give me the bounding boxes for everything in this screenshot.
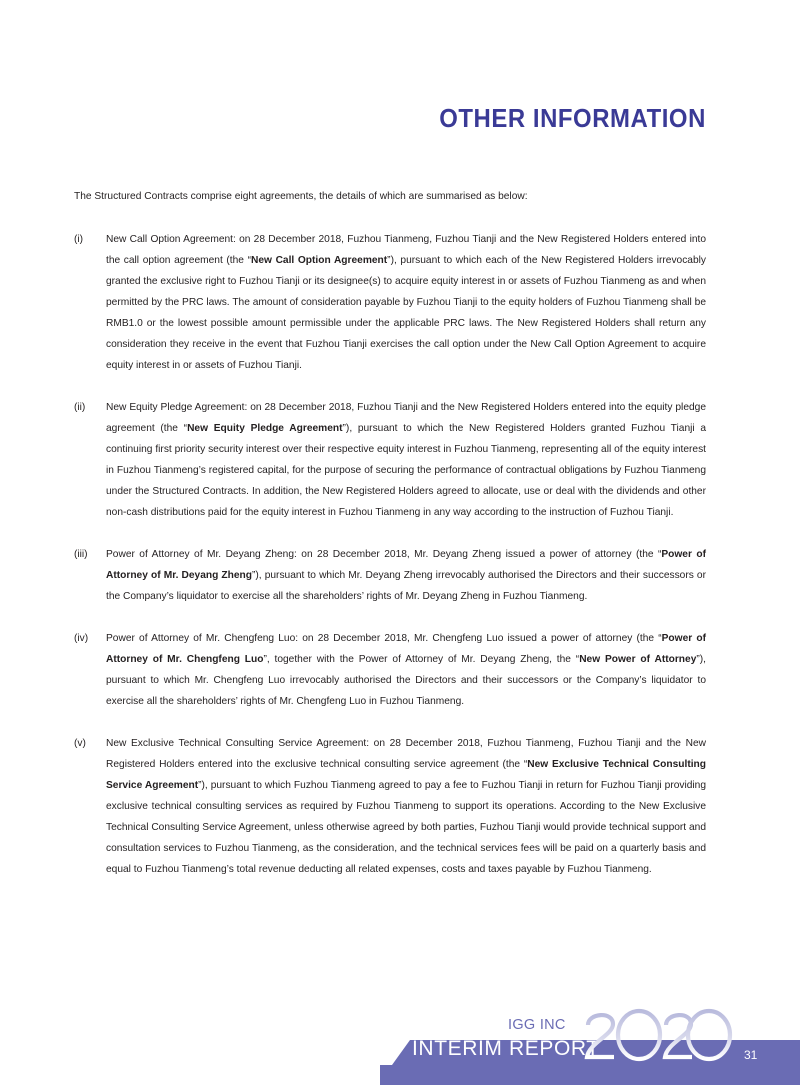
clause-text [106, 397, 706, 523]
footer-band-lower [380, 1065, 800, 1085]
clause-marker: (v) [74, 738, 86, 749]
defined-term: Power of Attorney of Mr. Chengfeng Luo [106, 633, 706, 665]
defined-term: Power of Attorney of Mr. Deyang Zheng [106, 549, 706, 581]
clause-text [106, 628, 706, 712]
clause-item [74, 544, 706, 607]
clause-marker: (ii) [74, 402, 86, 413]
clause-lead: Power of Attorney of Mr. Chengfeng Luo: on 28 December 2018, Mr. Chengfeng Luo issued a power of attorney (the “ [106, 633, 662, 644]
clause-text [106, 544, 706, 607]
page-number: 31 [744, 1048, 758, 1062]
clause-text [106, 733, 706, 880]
report-label: INTERIM REPORT [412, 1037, 600, 1060]
defined-term: New Equity Pledge Agreement [187, 423, 343, 434]
page-title: OTHER INFORMATION [439, 103, 706, 133]
clause-rest: ”), pursuant to which the New Registered Holders granted Fuzhou Tianji a continuing first priority security interest over their respective equity interest in Fuzhou Tianmeng, representing all of the equity interest in Fuzhou Tianmeng’s registered capital, for the purpose of securing the performance of contractual obligations by Fuzhou Tianmeng under the Structured Contracts. In addition, the New Registered Holders agreed to allocate, use or deal with the dividends and other non-cash distributions paid for the equity interest in Fuzhou Tianmeng in any way according to the instruction of Fuzhou Tianji. [106, 423, 707, 518]
clause-rest: ”), pursuant to which Mr. Deyang Zheng irrevocably authorised the Directors and their successors or the Company’s liquidator to exercise all the shareholders’ rights of Mr. Deyang Zheng in Fuzhou Tianmeng. [106, 570, 706, 602]
clause-marker: (iv) [74, 633, 89, 644]
clause-item [74, 229, 706, 376]
intro-paragraph: The Structured Contracts comprise eight agreements, the details of which are summarised as below: [74, 191, 528, 202]
clause-rest: ”), pursuant to which Mr. Chengfeng Luo irrevocably authorised the Directors and their successors or the Company’s liquidator to exercise all the shareholders’ rights of Mr. Chengfeng Luo in Fuzhou Tianmeng. [106, 654, 706, 707]
document-body [74, 186, 706, 880]
page-footer [0, 1005, 800, 1085]
clause-lead: New Call Option Agreement: on 28 December 2018, Fuzhou Tianmeng, Fuzhou Tianji and the New Registered Holders entered into the call option agreement (the “ [106, 234, 706, 266]
defined-term-secondary: New Power of Attorney [579, 654, 697, 665]
clause-rest: ”), pursuant to which each of the New Registered Holders irrevocably granted the exclusive right to Fuzhou Tianji or its designee(s) to acquire equity interest in or assets of Fuzhou Tianmeng as and when permitted by the PRC laws. The amount of consideration payable by Fuzhou Tianji to the equity holders of Fuzhou Tianmeng shall be RMB1.0 or the lowest possible amount permissible under the applicable PRC laws. The New Registered Holders shall return any consideration they receive in the event that Fuzhou Tianji exercises the call option under the New Call Option Agreement to acquire equity interest in or assets of Fuzhou Tianji. [106, 255, 706, 371]
clause-lead: Power of Attorney of Mr. Deyang Zheng: on 28 December 2018, Mr. Deyang Zheng issued a power of attorney (the “ [106, 549, 662, 560]
clause-marker: (iii) [74, 549, 88, 560]
clause-item [74, 397, 706, 523]
clause-marker: (i) [74, 234, 84, 245]
clause-item [74, 628, 706, 712]
clause-item [74, 733, 706, 880]
clause-text [106, 229, 706, 376]
defined-term: New Call Option Agreement [251, 255, 388, 266]
company-name: IGG INC [508, 1017, 566, 1033]
clause-lead: New Equity Pledge Agreement: on 28 December 2018, Fuzhou Tianji and the New Registered Holders entered into the equity pledge agreement (the “ [106, 402, 706, 434]
clause-mid: ”, together with the Power of Attorney of Mr. Deyang Zheng, the “ [263, 654, 580, 665]
clause-rest: ”), pursuant to which Fuzhou Tianmeng agreed to pay a fee to Fuzhou Tianji in return for Fuzhou Tianji providing exclusive technical consulting services as required by Fuzhou Tianmeng to support its operations. According to the New Exclusive Technical Consulting Service Agreement, unless otherwise agreed by both parties, Fuzhou Tianji would provide technical support and consultation services to Fuzhou Tianmeng, as the consideration, and the technical services fees will be paid on a quarterly basis and equal to Fuzhou Tianmeng’s total revenue deducting all related expenses, costs and taxes payable by Fuzhou Tianmeng. [106, 780, 706, 875]
clause-lead: New Exclusive Technical Consulting Service Agreement: on 28 December 2018, Fuzhou Tianmeng, Fuzhou Tianji and the New Registered Holders entered into the exclusive technical consulting service agreement (the “ [106, 738, 706, 770]
defined-term: New Exclusive Technical Consulting Service Agreement [106, 759, 707, 791]
